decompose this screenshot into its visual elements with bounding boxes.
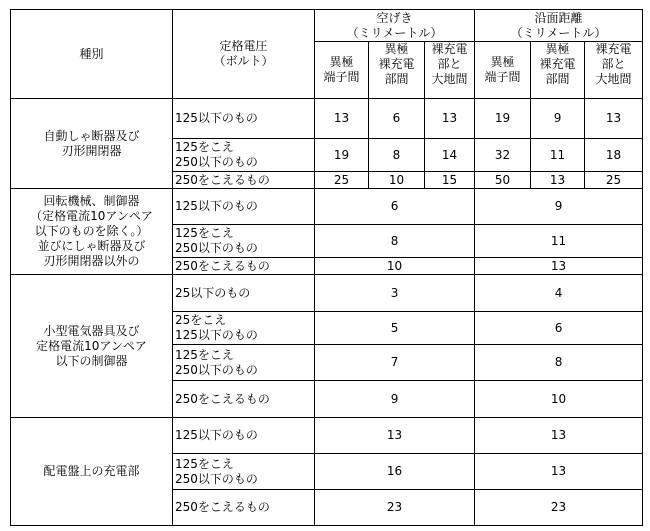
- value-cell: 8: [315, 225, 475, 258]
- type-cell: 配電盤上の充電部: [11, 418, 173, 526]
- value-cell: 19: [315, 139, 369, 172]
- voltage-cell: 25をこえ 125以下のもの: [173, 312, 315, 345]
- voltage-cell: 250をこえるもの: [173, 258, 315, 275]
- header-clearance: 空げき （ミリメートル）: [315, 10, 475, 42]
- value-cell: 6: [369, 99, 425, 139]
- value-cell: 15: [425, 172, 475, 189]
- value-cell: 13: [315, 418, 475, 454]
- table-row: [11, 189, 643, 225]
- value-cell: 25: [315, 172, 369, 189]
- subheader-creepage-live-parts: 異極 裸充電 部間: [531, 42, 585, 99]
- value-cell: 10: [475, 381, 643, 418]
- value-cell: 6: [475, 312, 643, 345]
- value-cell: 13: [475, 418, 643, 454]
- value-cell: 18: [585, 139, 643, 172]
- type-cell: 回転機械、制御器 （定格電流10アンペア 以下のものを除く。） 並びにしゃ断器及び 刃形開閉器以外の: [11, 189, 173, 275]
- value-cell: 9: [531, 99, 585, 139]
- type-cell: 自動しゃ断器及び 刃形開閉器: [11, 99, 173, 189]
- value-cell: 16: [315, 454, 475, 490]
- spacing-table: [10, 9, 643, 526]
- header-type: 種別: [11, 10, 173, 99]
- voltage-cell: 250をこえるもの: [173, 381, 315, 418]
- table-row: [11, 275, 643, 312]
- subheader-creepage-terminals: 異極 端子間: [475, 42, 531, 99]
- voltage-cell: 125以下のもの: [173, 189, 315, 225]
- voltage-cell: 125をこえ 250以下のもの: [173, 139, 315, 172]
- table-row: [11, 99, 643, 139]
- subheader-creepage-live-to-ground: 裸充電 部と 大地間: [585, 42, 643, 99]
- value-cell: 4: [475, 275, 643, 312]
- voltage-cell: 125以下のもの: [173, 99, 315, 139]
- value-cell: 3: [315, 275, 475, 312]
- voltage-cell: 250をこえるもの: [173, 490, 315, 526]
- voltage-cell: 125をこえ 250以下のもの: [173, 225, 315, 258]
- voltage-cell: 125をこえ 250以下のもの: [173, 345, 315, 381]
- value-cell: 7: [315, 345, 475, 381]
- header-creepage: 沿面距離 （ミリメートル）: [475, 10, 643, 42]
- value-cell: 19: [475, 99, 531, 139]
- value-cell: 5: [315, 312, 475, 345]
- value-cell: 9: [315, 381, 475, 418]
- value-cell: 23: [475, 490, 643, 526]
- value-cell: 8: [475, 345, 643, 381]
- value-cell: 25: [585, 172, 643, 189]
- voltage-cell: 250をこえるもの: [173, 172, 315, 189]
- subheader-clearance-terminals: 異極 端子間: [315, 42, 369, 99]
- value-cell: 32: [475, 139, 531, 172]
- value-cell: 13: [585, 99, 643, 139]
- subheader-clearance-live-to-ground: 裸充電 部と 大地間: [425, 42, 475, 99]
- value-cell: 11: [531, 139, 585, 172]
- header-voltage: 定格電圧 （ボルト）: [173, 10, 315, 99]
- value-cell: 13: [425, 99, 475, 139]
- value-cell: 50: [475, 172, 531, 189]
- voltage-cell: 125をこえ 250以下のもの: [173, 454, 315, 490]
- value-cell: 13: [315, 99, 369, 139]
- voltage-cell: 25以下のもの: [173, 275, 315, 312]
- value-cell: 10: [315, 258, 475, 275]
- value-cell: 10: [369, 172, 425, 189]
- value-cell: 6: [315, 189, 475, 225]
- table-row: [11, 418, 643, 454]
- value-cell: 8: [369, 139, 425, 172]
- value-cell: 13: [531, 172, 585, 189]
- value-cell: 9: [475, 189, 643, 225]
- value-cell: 14: [425, 139, 475, 172]
- type-cell: 小型電気器具及び 定格電流10アンペア 以下の制御器: [11, 275, 173, 418]
- voltage-cell: 125以下のもの: [173, 418, 315, 454]
- value-cell: 13: [475, 258, 643, 275]
- value-cell: 23: [315, 490, 475, 526]
- value-cell: 13: [475, 454, 643, 490]
- value-cell: 11: [475, 225, 643, 258]
- subheader-clearance-live-parts: 異極 裸充電 部間: [369, 42, 425, 99]
